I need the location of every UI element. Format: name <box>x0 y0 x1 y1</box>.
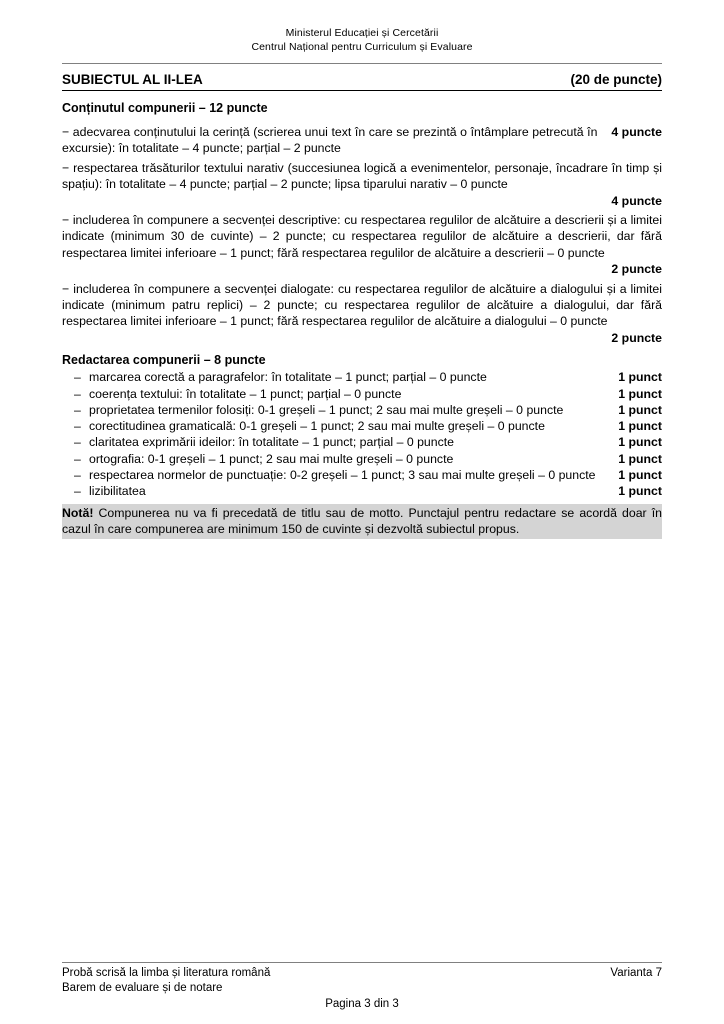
dash-marker: – <box>74 484 81 499</box>
list-item <box>62 386 662 402</box>
list-item <box>62 451 662 467</box>
criterion-item <box>62 124 662 157</box>
list-item-points: 1 punct <box>618 370 662 385</box>
footer-barem-line: Barem de evaluare și de notare <box>62 982 223 994</box>
subject-title-row <box>62 71 662 91</box>
list-item <box>62 434 662 450</box>
subject-points: (20 de puncte) <box>570 72 662 87</box>
document-content <box>62 26 662 539</box>
dash-marker: – <box>74 402 81 417</box>
criterion-points: 2 puncte <box>611 330 662 345</box>
dash-marker: – <box>74 451 81 466</box>
list-item-label: coerența textului: în totalitate – 1 punct; parțial – 0 puncte <box>89 386 402 401</box>
redaction-criteria-list <box>62 369 662 499</box>
criterion-points: 2 puncte <box>611 262 662 277</box>
note-label: Notă! <box>62 505 94 520</box>
list-item-points: 1 punct <box>618 468 662 483</box>
list-item-points: 1 punct <box>618 402 662 417</box>
list-item <box>62 402 662 418</box>
document-header <box>62 26 662 54</box>
criterion-item <box>62 160 662 193</box>
criterion-points: 4 puncte <box>611 125 662 139</box>
criterion-item <box>62 212 662 261</box>
list-item-label: proprietatea termenilor folosiți: 0-1 greșeli – 1 punct; 2 sau mai multe greșeli – 0 puncte <box>89 402 564 417</box>
subject-title: SUBIECTUL AL II-LEA <box>62 72 203 87</box>
list-item-label: marcarea corectă a paragrafelor: în totalitate – 1 punct; parțial – 0 puncte <box>89 370 487 385</box>
list-item-points: 1 punct <box>618 419 662 434</box>
list-item-label: corectitudinea gramaticală: 0-1 greșeli – 1 punct; 2 sau mai multe greșeli – 0 puncte <box>89 419 545 434</box>
content-section-heading: Conținutul compunerii – 12 puncte <box>62 101 268 115</box>
ministry-line: Ministerul Educației și Cercetării <box>285 27 439 39</box>
footer-page-number: Pagina 3 din 3 <box>325 998 399 1010</box>
list-item-label: ortografia: 0-1 greșeli – 1 punct; 2 sau mai multe greșeli – 0 puncte <box>89 451 454 466</box>
center-line: Centrul Național pentru Curriculum și Evaluare <box>251 41 473 53</box>
header-divider <box>62 63 662 64</box>
footer-divider <box>62 962 662 963</box>
footer-variant: Varianta 7 <box>610 967 662 979</box>
list-item <box>62 483 662 499</box>
footer-left-block <box>62 966 270 996</box>
dash-marker: – <box>74 370 81 385</box>
list-item-points: 1 punct <box>618 451 662 466</box>
footer-top-row <box>62 966 662 996</box>
list-item-label: lizibilitatea <box>89 484 146 499</box>
note-box <box>62 504 662 539</box>
list-item-label: respectarea normelor de punctuație: 0-2 greșeli – 1 punct; 3 sau mai multe greșeli – 0 puncte <box>89 468 596 483</box>
document-footer <box>62 962 662 1012</box>
dash-marker: – <box>74 468 81 483</box>
list-item <box>62 467 662 483</box>
note-text: Compunerea nu va fi precedată de titlu sau de motto. Punctajul pentru redactare se acordă doar în cazul în care compunerea are minimum 150 de cuvinte și dezvoltă subiectul propus. <box>62 505 662 537</box>
criterion-text: − includerea în compunere a secvenței dialogate: cu respectarea regulilor de alcătuire a dialogului și a limitei indicate (minimum patru replici) – 2 puncte; cu respectarea regulilor de alcătuire a dialogului, dar fără respectarea limitei inferioare – 1 punct; fără respectarea regulilor de alcătuire a dialogului – 0 puncte <box>62 281 662 329</box>
list-item-points: 1 punct <box>618 435 662 450</box>
criterion-points: 4 puncte <box>611 193 662 208</box>
dash-marker: – <box>74 419 81 434</box>
list-item <box>62 418 662 434</box>
list-item <box>62 369 662 385</box>
criterion-text: − includerea în compunere a secvenței descriptive: cu respectarea regulilor de alcătuire a descrierii și a limitei indicate (minimum 30 de cuvinte) – 2 puncte; cu respectarea regulilor de alcătuire a descrierii, dar fără respectarea limitei inferioare – 1 punct; fără respectarea regulilor de alcătuire a descrierii – 0 puncte <box>62 213 662 260</box>
list-item-points: 1 punct <box>618 386 662 401</box>
dash-marker: – <box>74 386 81 401</box>
dash-marker: – <box>74 435 81 450</box>
criterion-text: − adecvarea conținutului la cerință (scrierea unui text în care se prezintă o întâmplare petrecută în excursie): în totalitate – 4 puncte; parțial – 2 puncte <box>62 125 598 156</box>
criterion-text: − respectarea trăsăturilor textului narativ (succesiunea logică a evenimentelor, personaje, încadrare în timp și spațiu): în totalitate – 4 puncte; parțial – 2 puncte; lipsa tiparului narativ – 0 puncte <box>62 160 662 192</box>
list-item-points: 1 punct <box>618 484 662 499</box>
list-item-label: claritatea exprimării ideilor: în totalitate – 1 punct; parțial – 0 puncte <box>89 435 455 450</box>
footer-exam-line: Probă scrisă la limba și literatura română <box>62 967 271 979</box>
redaction-section-heading: Redactarea compunerii – 8 puncte <box>62 353 266 368</box>
criterion-item <box>62 281 662 330</box>
